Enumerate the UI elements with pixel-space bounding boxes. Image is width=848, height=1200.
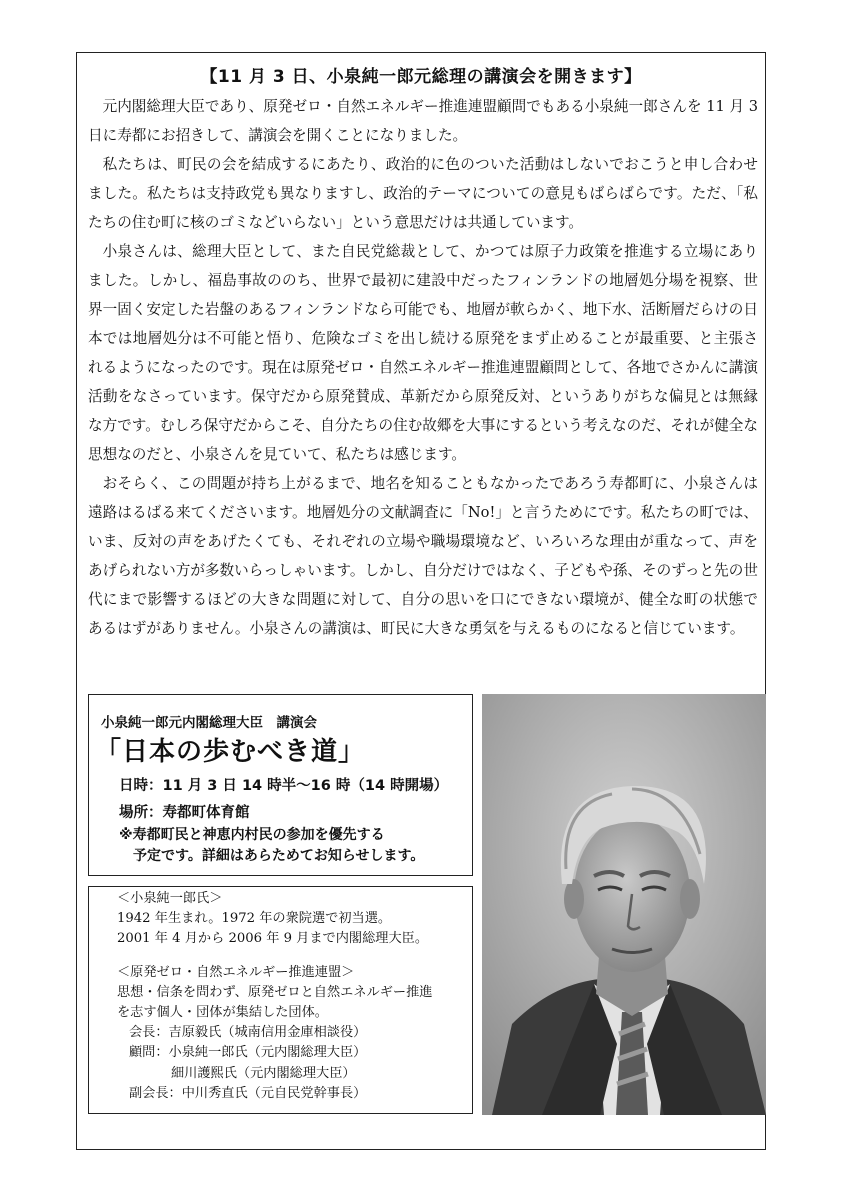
league-vice-chair: 副会長：中川秀直氏（元自民党幹事長） [129, 1085, 367, 1101]
event-subtitle: 小泉純一郎元内閣総理大臣 講演会 [101, 715, 317, 731]
league-advisor: 細川護熙氏（元内閣総理大臣） [171, 1065, 356, 1081]
event-note: ※寿都町民と神恵内村民の参加を優先する [119, 827, 385, 843]
portrait-photo [482, 694, 766, 1115]
league-advisor: 顧問：小泉純一郎氏（元内閣総理大臣） [129, 1045, 367, 1061]
league-description: 思想・信条を問わず、原発ゼロと自然エネルギー推進 [117, 984, 433, 1000]
profile-box [88, 886, 473, 1114]
profile-heading: ＜小泉純一郎氏＞ [117, 891, 223, 906]
article-body [88, 92, 758, 643]
portrait-illustration [482, 694, 766, 1115]
event-title: 「日本の歩むべき道」 [95, 737, 366, 767]
profile-bio: 1942 年生まれ。1972 年の衆院選で初当選。 [117, 911, 392, 927]
league-chair: 会長：吉原毅氏（城南信用金庫相談役） [129, 1025, 367, 1041]
paragraph: 小泉さんは、総理大臣として、また自民党総裁として、かつては原子力政策を推進する立場にありました。しかし、福島事故ののち、世界で最初に建設中だったフィンランドの地層処分場を視察、世界一固く安定した岩盤のあるフィンランドなら可能でも、地層が軟らかく、地下水、活断層だらけの日本では地層処分は不可能と悟り、危険なゴミを出し続ける原発をまず止めることが最重要、と主張されるようになったのです。現在は原発ゼロ・自然エネルギー推進連盟顧問として、各地でさかんに講演活動をなさっています。保守だから原発賛成、革新だから原発反対、というありがちな偏見とは無縁な方です。むしろ保守だからこそ、自分たちの住む故郷を大事にするという考えなのだ、それが健全な思想なのだと、小泉さんを見ていて、私たちは感じます。 [88, 243, 758, 463]
league-heading: ＜原発ゼロ・自然エネルギー推進連盟＞ [117, 964, 355, 980]
page-title: 【11 月 3 日、小泉純一郎元総理の講演会を開きます】 [200, 67, 642, 87]
event-note: 予定です。詳細はあらためてお知らせします。 [133, 848, 425, 864]
event-info-box [88, 694, 473, 876]
paragraph: おそらく、この問題が持ち上がるまで、地名を知ることもなかったであろう寿都町に、小泉さんは遠路はるばる来てくださいます。地層処分の文献調査に「No!」と言うためにです。私たちの町では、いま、反対の声をあげたくても、それぞれの立場や職場環境など、いろいろな理由が重なって、声をあげられない方が多数いらっしゃいます。しかし、自分だけではなく、子どもや孫、そのずっと先の世代にまで影響するほどの大きな問題に対して、自分の思いを口にできない環境が、健全な町の状態であるはずがありません。小泉さんの講演は、町民に大きな勇気を与えるものになると信じています。 [88, 475, 758, 637]
paragraph: 元内閣総理大臣であり、原発ゼロ・自然エネルギー推進連盟顧問でもある小泉純一郎さんを 11 月 3 日に寿都にお招きして、講演会を開くことになりました。 [88, 98, 758, 144]
event-datetime: 日時：11 月 3 日 14 時半～16 時（14 時開場） [119, 778, 449, 794]
profile-bio: 2001 年 4 月から 2006 年 9 月まで内閣総理大臣。 [117, 931, 429, 947]
league-description: を志す個人・団体が集結した団体。 [117, 1005, 328, 1021]
paragraph: 私たちは、町民の会を結成するにあたり、政治的に色のついた活動はしないでおこうと申し合わせました。私たちは支持政党も異なりますし、政治的テーマについての意見もばらばらです。ただ、「私たちの住む町に核のゴミなどいらない」という意思だけは共通しています。 [88, 156, 758, 231]
event-place: 場所：寿都町体育館 [119, 805, 250, 821]
